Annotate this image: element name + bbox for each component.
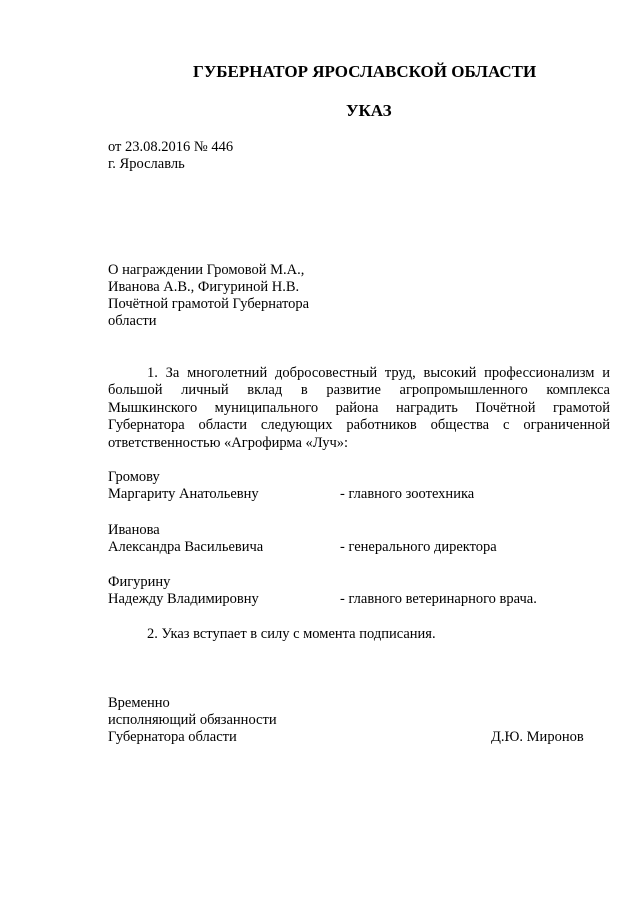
recipient-position: - генерального директора [340, 539, 497, 555]
recipient-surname: Иванова [108, 522, 160, 538]
recipient-entry [108, 522, 608, 556]
signer-name: Д.Ю. Миронов [491, 729, 584, 745]
recipient-surname: Фигурину [108, 574, 171, 590]
subject-line: Иванова А.В., Фигуриной Н.В. [108, 279, 300, 295]
subject-line: Почётной грамотой Губернатора [108, 296, 310, 312]
recipient-position: - главного ветеринарного врача. [340, 591, 537, 607]
authority-heading: ГУБЕРНАТОР ЯРОСЛАВСКОЙ ОБЛАСТИ [193, 62, 537, 81]
recipient-name: Маргариту Анатольевну [108, 486, 259, 502]
recipient-surname: Громову [108, 469, 160, 485]
paragraph-item-2: 2. Указ вступает в силу с момента подписания. [147, 626, 436, 642]
paragraph-item-1 [108, 365, 610, 452]
subject-line: области [108, 313, 157, 329]
paragraph-item-1-text: 1. За многолетний добросовестный труд, высокий профессионализм и большой личный вклад в развитие агропромышленного комплекса Мышкинского муниципального района наградить Почётной грамотой Губернатора области следующих работников общества с ограниченной ответственностью «Агрофирма «Луч»: [108, 365, 610, 451]
recipient-entry [108, 574, 608, 608]
date-number: от 23.08.2016 № 446 [108, 139, 234, 155]
signature-title-line: исполняющий обязанности [108, 712, 277, 728]
signature-title-line: Временно [108, 695, 170, 711]
recipient-position: - главного зоотехника [340, 486, 475, 502]
doc-type-heading: УКАЗ [346, 101, 392, 120]
recipient-entry [108, 469, 608, 503]
subject-line: О награждении Громовой М.А., [108, 262, 305, 278]
recipient-name: Александра Васильевича [108, 539, 264, 555]
signature-title-line: Губернатора области [108, 729, 237, 745]
recipient-name: Надежду Владимировну [108, 591, 259, 607]
city: г. Ярославль [108, 156, 185, 172]
